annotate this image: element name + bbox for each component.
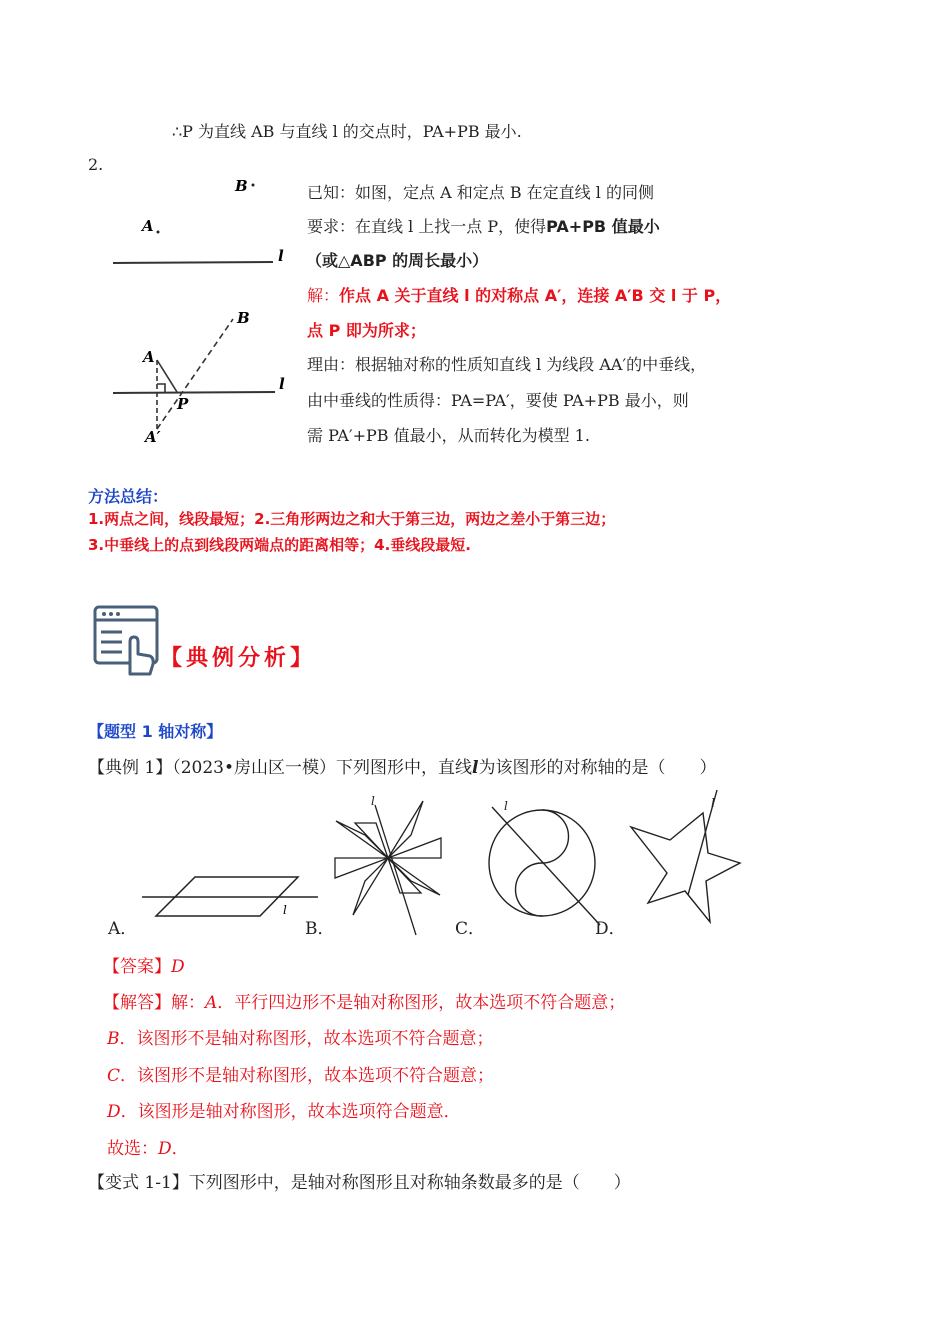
point-a xyxy=(157,231,160,234)
label-a-prime: A′ xyxy=(145,428,161,446)
solution-line-1 xyxy=(307,283,731,306)
analysis-text-d: ．该图形是轴对称图形，故本选项符合题意． xyxy=(120,1102,461,1122)
variant1-text: 下列图形中，是轴对称图形且对称轴条数最多的是（ ） xyxy=(188,1173,631,1193)
option-a-figure xyxy=(142,877,318,917)
option-d-label[interactable]: D． xyxy=(595,919,626,939)
item-number: 2. xyxy=(88,155,104,174)
solution-line-2: 点 P 即为所求； xyxy=(307,321,426,340)
example1-question-rest: 为该图形的对称轴的是（ ） xyxy=(478,758,717,778)
label-b: B xyxy=(235,177,248,195)
summary-line-2: 3.中垂线上的点到线段两端点的距离相等；4.垂线段最短. xyxy=(88,536,471,554)
analysis-label: 【解答】 xyxy=(103,993,171,1013)
model2-figure-bottom xyxy=(105,305,305,445)
answer-value: D xyxy=(171,957,185,977)
variant1-tag: 【变式 1-1】 xyxy=(88,1173,189,1193)
line-l xyxy=(113,262,273,263)
model2-figure-top xyxy=(105,172,305,272)
choose-suffix: ． xyxy=(171,1139,189,1159)
option-c-label[interactable]: C． xyxy=(455,919,486,939)
analysis-letter-b: B xyxy=(107,1029,120,1049)
choose-prefix: 故选： xyxy=(107,1139,158,1159)
line-l xyxy=(113,392,275,393)
label-l: l xyxy=(278,247,284,265)
right-angle-mark xyxy=(157,384,165,393)
example1-source: （2023•房山区一模）下列图形中，直线 xyxy=(172,758,473,778)
example1-tag: 【典例 1】 xyxy=(88,758,173,778)
given-text: 已知：如图，定点 A 和定点 B 在定直线 l 的同侧 xyxy=(307,183,654,202)
label-p: P xyxy=(177,395,189,413)
summary-title: 方法总结： xyxy=(88,487,169,506)
option-d-figure xyxy=(631,790,740,922)
example-analysis-icon xyxy=(92,604,162,676)
answer-label: 【答案】 xyxy=(103,957,171,977)
answer-line xyxy=(103,952,185,977)
analysis-letter-a: A xyxy=(205,993,218,1013)
section-title: 【典例分析】 xyxy=(160,645,317,671)
option-a-axis-label: l xyxy=(283,903,287,917)
requirement-prefix: 要求：在直线 l 上找一点 P，使得 xyxy=(307,217,547,236)
choose-line xyxy=(107,1134,189,1159)
label-a: A xyxy=(143,348,155,366)
requirement-bold: PA+PB 值最小 xyxy=(546,217,660,236)
analysis-prefix: 解： xyxy=(171,993,205,1013)
analysis-line-3 xyxy=(107,1061,494,1086)
analysis-line-1 xyxy=(103,988,625,1013)
requirement-text xyxy=(307,214,660,237)
reason-line-3: 需 PA′+PB 值最小，从而转化为模型 1. xyxy=(307,426,590,445)
reason-line-1: 理由：根据轴对称的性质知直线 l 为线段 AA′的中垂线， xyxy=(307,355,707,374)
segment-ap xyxy=(157,360,177,392)
example1-var: l xyxy=(472,758,479,778)
summary-line-1: 1.两点之间，线段最短；2.三角形两边之和大于第三边，两边之差小于第三边； xyxy=(88,510,616,528)
option-c-axis-label: l xyxy=(504,799,508,813)
variant1-question xyxy=(88,1168,631,1193)
perimeter-note: （或△ABP 的周长最小） xyxy=(306,251,489,270)
option-a-label[interactable]: A． xyxy=(108,919,138,939)
analysis-letter-d: D xyxy=(107,1102,121,1122)
analysis-text-b: ．该图形不是轴对称图形，故本选项不符合题意； xyxy=(119,1029,494,1049)
analysis-letter-c: C xyxy=(107,1066,121,1086)
option-c-figure xyxy=(489,799,600,925)
point-b xyxy=(252,184,255,187)
reason-line-2: 由中垂线的性质得：PA=PA′，要使 PA+PB 最小，则 xyxy=(307,391,689,410)
option-b-axis-label: l xyxy=(371,794,375,808)
type1-title: 【题型 1 轴对称】 xyxy=(88,722,223,741)
option-d-axis-label: l xyxy=(711,796,715,810)
conclusion-line: ∴P 为直线 AB 与直线 l 的交点时，PA+PB 最小. xyxy=(172,122,522,141)
solution-prefix: 解： xyxy=(307,286,340,305)
analysis-line-2 xyxy=(107,1024,494,1049)
label-b: B xyxy=(237,309,250,327)
analysis-text-a: ．平行四边形不是轴对称图形，故本选项不符合题意； xyxy=(217,993,626,1013)
example1-options xyxy=(100,785,920,945)
analysis-line-4 xyxy=(107,1097,461,1122)
option-b-figure xyxy=(335,794,441,935)
option-b-label[interactable]: B． xyxy=(305,919,335,939)
label-l: l xyxy=(279,375,285,393)
solution-text-1: 作点 A 关于直线 l 的对称点 A′，连接 A′B 交 l 于 P， xyxy=(339,286,732,305)
choose-value: D xyxy=(158,1139,172,1159)
example1-question xyxy=(88,753,717,778)
label-a: A xyxy=(142,217,154,235)
segment-a-prime-b xyxy=(157,319,233,429)
analysis-text-c: ．该图形不是轴对称图形，故本选项不符合题意； xyxy=(120,1066,495,1086)
